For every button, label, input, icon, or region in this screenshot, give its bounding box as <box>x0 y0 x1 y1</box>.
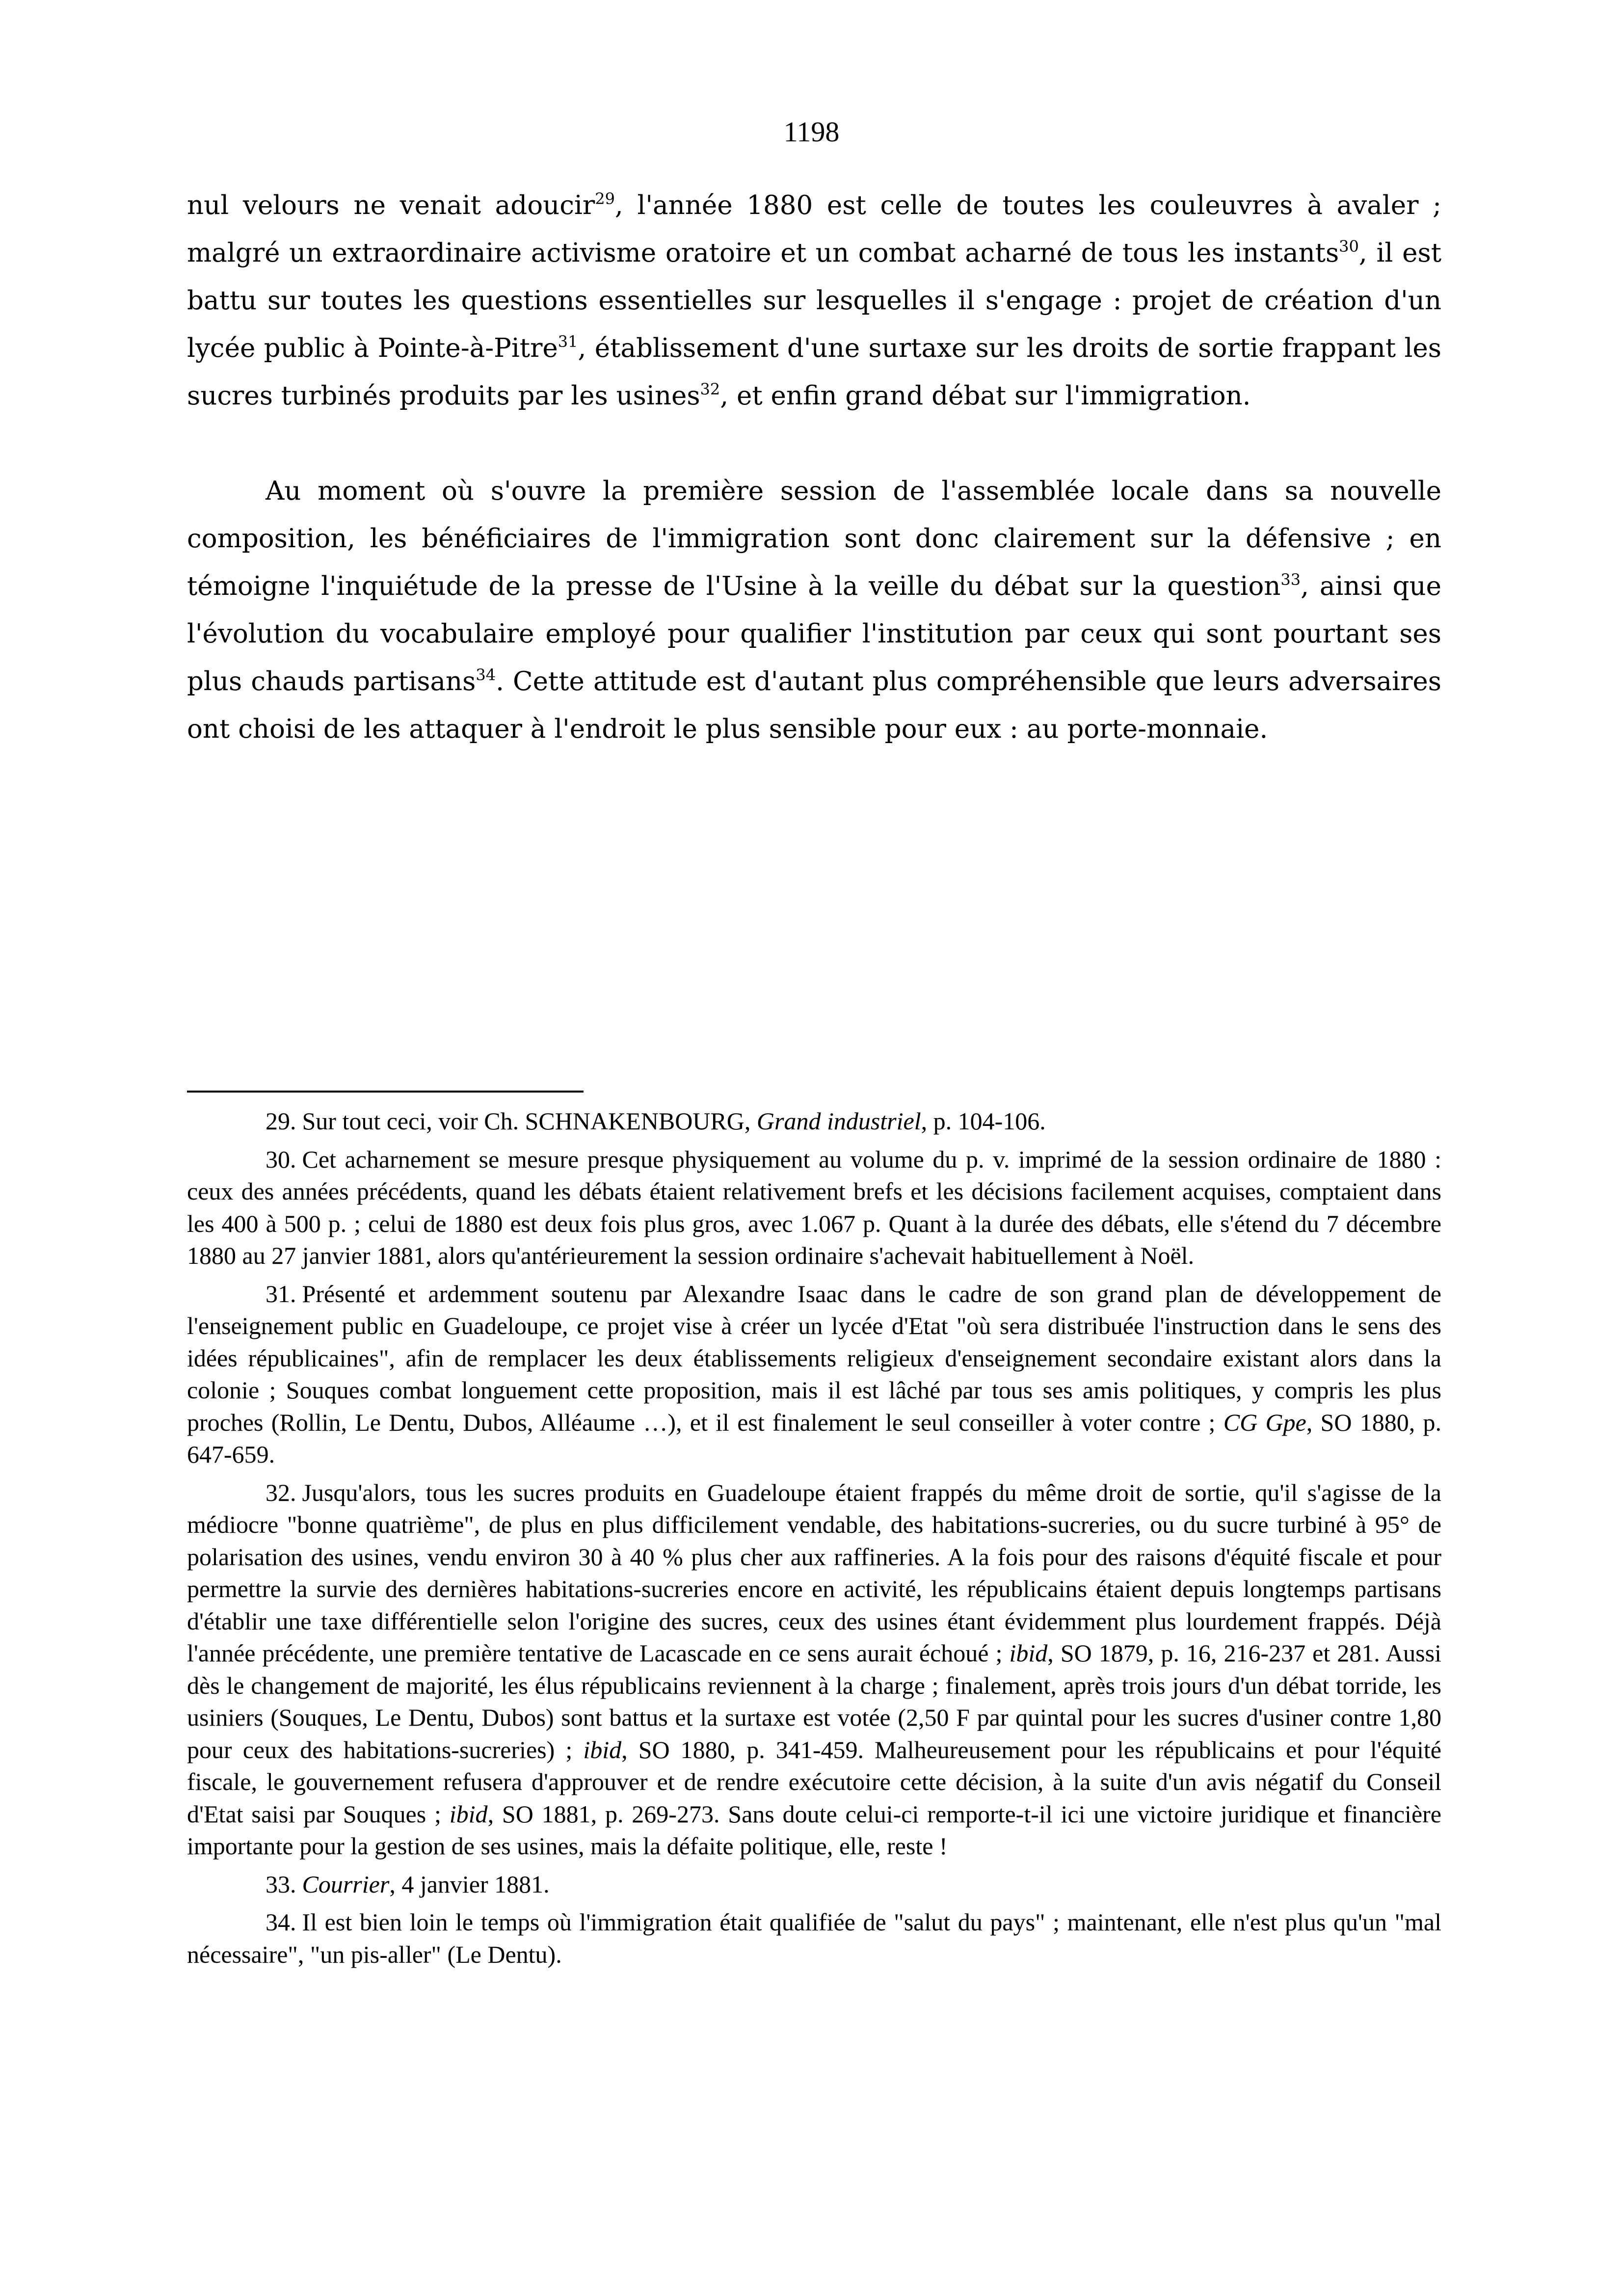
footnote-ref-31[interactable]: 31 <box>558 332 578 351</box>
text-run: Sur tout ceci, voir Ch. SCHNAKENBOURG, <box>302 1107 757 1135</box>
text-run: , 4 janvier 1881. <box>389 1870 550 1898</box>
footnote-34 <box>187 1906 1441 1971</box>
italic-title: ibid <box>449 1800 488 1828</box>
footnote-30 <box>187 1144 1441 1272</box>
footnote-separator <box>187 1091 584 1093</box>
text-run: , ainsi que l'évolution du vocabulaire employé pour qualifier l'institution par ceux qui sont pourtant ses plus chauds partisans <box>187 571 1441 696</box>
italic-title: Courrier <box>302 1870 390 1898</box>
footnote-33 <box>187 1869 1441 1901</box>
text-run: Cet acharnement se mesure presque physiquement au volume du p. v. imprimé de la session ordinaire de 1880 : ceux des années précédents, quand les débats étaient relativement brefs et les décisions facilement acquises, comptaient dans les 400 à 500 p. ; celui de 1880 est deux fois plus gros, avec 1.067 p. Quant à la durée des débats, elle s'étend du 7 décembre 1880 au 27 janvier 1881, alors qu'antérieurement la session ordinaire s'achevait habituellement à Noël. <box>187 1145 1441 1269</box>
footnote-ref-34[interactable]: 34 <box>476 666 496 684</box>
text-run: Jusqu'alors, tous les sucres produits en Guadeloupe étaient frappés du même droit de sortie, qu'il s'agisse de la médiocre "bonne quatrième", de plus en plus difficilement vendable, des habitations-sucreries, ou du sucre turbiné à 95° de polarisation des usines, vendu environ 30 à 40 % plus cher aux raffineries. A la fois pour des raisons d'équité fiscale et pour permettre la survie des dernières habitations-sucreries encore en activité, les républicains étaient depuis longtemps partisans d'établir une taxe différentielle selon l'origine des sucres, ceux des usines étant évidemment plus lourdement frappés. Déjà l'année précédente, une première tentative de Lacascade en ce sens aurait échoué ; <box>187 1478 1441 1667</box>
footnote-ref-30[interactable]: 30 <box>1339 237 1359 256</box>
italic-title: CG Gpe <box>1223 1408 1306 1436</box>
footnote-number: 34. <box>266 1908 296 1936</box>
text-run: Au moment où s'ouvre la première session de l'assemblée locale dans sa nouvelle composition, les bénéficiaires de l'immigration sont donc clairement sur la défensive ; en témoigne l'inquiétude de la presse de l'Usine à la veille du débat sur la question <box>187 476 1441 601</box>
body-paragraph-1 <box>187 182 1441 420</box>
footnote-ref-33[interactable]: 33 <box>1280 570 1301 589</box>
text-run: Présenté et ardemment soutenu par Alexandre Isaac dans le cadre de son grand plan de développement de l'enseignement public en Guadeloupe, ce projet vise à créer un lycée d'Etat "où sera distribuée l'instruction dans le sens des idées républicaines", afin de remplacer les deux établissements religieux d'enseignement secondaire existant alors dans la colonie ; Souques combat longuement cette proposition, mais il est lâché par tous ses amis politiques, y compris les plus proches (Rollin, Le Dentu, Dubos, Alléaume …), et il est finalement le seul conseiller à voter contre ; <box>187 1280 1441 1436</box>
footnote-number: 33. <box>266 1870 296 1898</box>
footnote-ref-29[interactable]: 29 <box>595 189 615 208</box>
text-run: , l'année 1880 est celle de toutes les couleuvres à avaler ; malgré un extraordinaire activisme oratoire et un combat acharné de tous les instants <box>187 190 1441 268</box>
footnote-number: 29. <box>266 1107 296 1135</box>
footnote-32 <box>187 1477 1441 1863</box>
text-run: , SO 1880, p. 341-459. Malheureusement pour les républicains et pour l'équité fiscale, le gouvernement refusera d'approuver et de rendre exécutoire cette décision, à la suite d'un avis négatif du Conseil d'Etat saisi par Souques ; <box>187 1735 1442 1828</box>
text-run: , SO 1880, p. 647-659. <box>187 1408 1441 1468</box>
footnote-ref-32[interactable]: 32 <box>700 380 720 399</box>
footnote-number: 32. <box>266 1478 296 1506</box>
text-run: , il est battu sur toutes les questions essentielles sur lesquelles il s'engage : projet de création d'un lycée public à Pointe-à-Pitre <box>187 238 1441 363</box>
italic-title: ibid <box>1009 1639 1048 1667</box>
text-run: , établissement d'une surtaxe sur les droits de sortie frappant les sucres turbinés produits par les usines <box>187 333 1441 411</box>
page-number: 1198 <box>783 116 840 148</box>
text-run: , SO 1881, p. 269-273. Sans doute celui-ci remporte-t-il ici une victoire juridique et financière importante pour la gestion de ses usines, mais la défaite politique, elle, reste ! <box>187 1800 1441 1860</box>
italic-title: ibid <box>583 1735 622 1763</box>
footnote-31 <box>187 1278 1441 1471</box>
body-text <box>187 182 1441 753</box>
footnote-29 <box>187 1105 1441 1138</box>
text-run: Il est bien loin le temps où l'immigration était qualifiée de "salut du pays" ; maintenant, elle n'est plus qu'un "mal nécessaire", "un pis-aller" (Le Dentu). <box>187 1908 1441 1968</box>
text-run: , p. 104-106. <box>921 1107 1046 1135</box>
italic-title: Grand industriel <box>756 1107 921 1135</box>
text-run: nul velours ne venait adoucir <box>187 190 595 220</box>
text-run: , et enfin grand débat sur l'immigration. <box>720 381 1251 411</box>
footnotes <box>187 1105 1441 1976</box>
footnote-number: 30. <box>266 1145 296 1173</box>
text-run: . Cette attitude est d'autant plus compréhensible que leurs adversaires ont choisi de les attaquer à l'endroit le plus sensible pour eux : au porte-monnaie. <box>187 667 1441 744</box>
body-paragraph-2 <box>187 467 1441 753</box>
text-run: , SO 1879, p. 16, 216-237 et 281. Aussi dès le changement de majorité, les élus républicains reviennent à la charge ; finalement, après trois jours d'un débat torride, les usiniers (Souques, Le Dentu, Dubos) sont battus et la surtaxe est votée (2,50 F par quintal pour les sucres d'usiner contre 1,80 pour ceux des habitations-sucreries) ; <box>187 1639 1441 1763</box>
footnote-number: 31. <box>266 1280 296 1308</box>
